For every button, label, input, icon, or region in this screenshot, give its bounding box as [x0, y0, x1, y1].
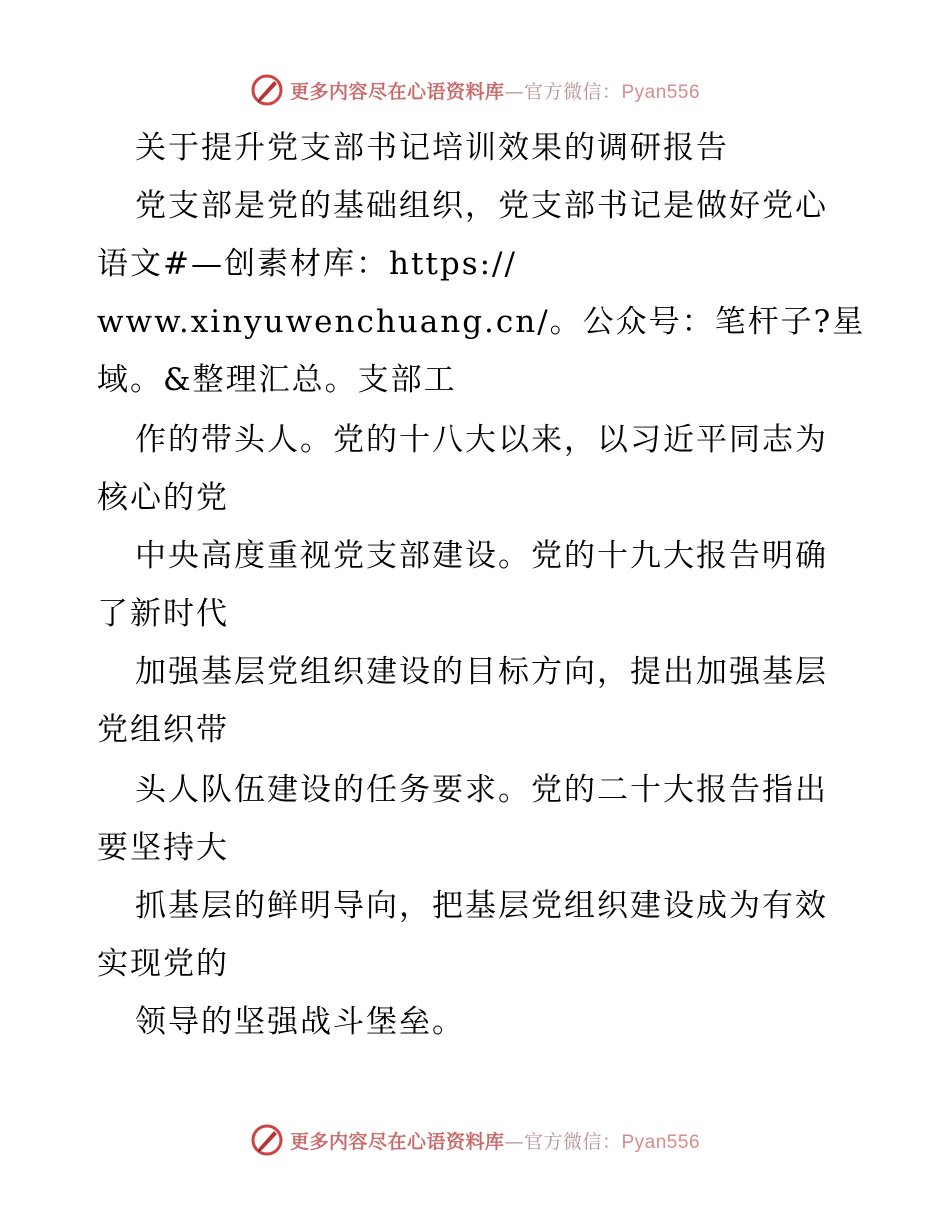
- banner-site-name: 更多内容尽在心语资料库: [289, 1130, 505, 1153]
- banner-separator: —: [504, 80, 524, 103]
- body-line: 中央高度重视党支部建设。党的十九大报告明确: [135, 538, 828, 574]
- banner-text: [290, 77, 700, 104]
- footer-banner-content: [250, 1123, 700, 1157]
- body-line: 党支部是党的基础组织，党支部书记是做好党心: [135, 188, 828, 224]
- body-line: 语文#—创素材库：https://: [97, 246, 517, 282]
- banner-wechat-id: Pyan556: [621, 1131, 701, 1153]
- quill-logo-icon: [250, 1123, 284, 1157]
- body-line: 实现党的: [97, 946, 229, 982]
- banner-wechat-label: 官方微信：: [523, 1130, 622, 1153]
- body-line: 要坚持大: [97, 830, 229, 866]
- header-banner-content: [250, 73, 700, 107]
- body-line: www.xinyuwenchuang.cn/。公众号：笔杆子?星: [97, 304, 866, 340]
- banner-wechat-label: 官方微信：: [523, 80, 622, 103]
- body-line: 领导的坚强战斗堡垒。: [135, 1004, 465, 1040]
- document-title: 关于提升党支部书记培训效果的调研报告: [135, 130, 729, 166]
- banner-wechat-id: Pyan556: [621, 81, 701, 103]
- banner-separator: —: [504, 1130, 524, 1153]
- banner-text: [290, 1127, 700, 1154]
- body-line: 党组织带: [97, 712, 229, 748]
- body-line: 抓基层的鲜明导向，把基层党组织建设成为有效: [135, 888, 828, 924]
- body-line: 了新时代: [97, 596, 229, 632]
- body-line: 头人队伍建设的任务要求。党的二十大报告指出: [135, 772, 828, 808]
- quill-logo-icon: [250, 73, 284, 107]
- body-line: 核心的党: [97, 480, 229, 516]
- banner-site-name: 更多内容尽在心语资料库: [289, 80, 505, 103]
- footer-banner: [0, 1120, 950, 1160]
- body-line: 加强基层党组织建设的目标方向，提出加强基层: [135, 654, 828, 690]
- header-banner: [0, 70, 950, 110]
- body-line: 域。&整理汇总。支部工: [97, 362, 457, 398]
- body-line: 作的带头人。党的十八大以来，以习近平同志为: [135, 422, 828, 458]
